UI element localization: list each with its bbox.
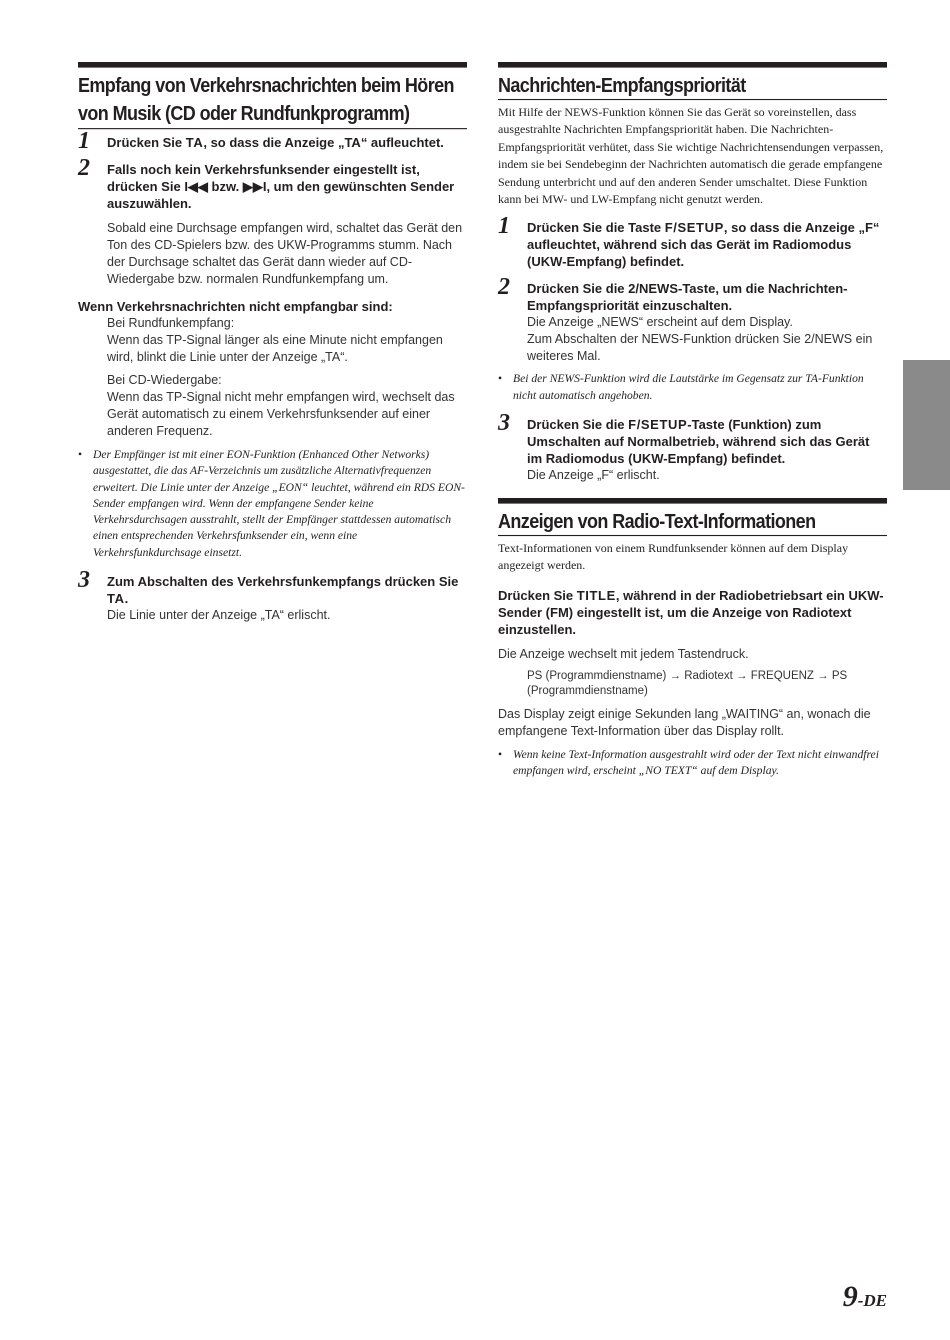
step-text: Drücken Sie die 2/NEWS-Taste, um die Nachrichten-Empfangspriorität einzuschalten. [527,281,848,314]
note-news-volume: • Bei der NEWS-Funktion wird die Lautstärke im Gegensatz zur TA-Funktion nicht automatisch angehoben. [498,372,864,402]
bullet-icon: • [498,372,503,386]
section-title-radiotext: Anzeigen von Radio-Text-Informationen [498,498,887,536]
step-description: Zum Abschalten der NEWS-Funktion drücken Sie 2/NEWS ein weiteres Mal. [527,332,873,364]
radiotext-instruction: Drücken Sie TITLE, während in der Radiobetriebsart ein UKW-Sender (FM) eingestellt ist, um die Anzeige von Radiotext einzustellen. [498,587,884,637]
step-number: 1 [78,128,90,154]
title-key-label: TITLE [576,587,616,603]
bullet-icon: • [78,448,83,461]
news-intro: Mit Hilfe der NEWS-Funktion können Sie das Gerät so voreinstellen, dass ausgestrahlte Nachrichten Empfangspriorität haben. Die Nachrichten-Empfangspriorität verhütet, dass Sie wichtige Nachrichtensendungen verpassen, indem sie bei Sendebeginn der Nachrichten automatisch die gerade empfangene Sendung unterbricht und auf den anderen Sender umschaltet. Diese Funktion kann bei MW- und LW-Empfang nicht genutzt werden. [498,105,884,207]
step-text: Drücken Sie die F/SETUP-Taste (Funktion) zum Umschalten auf Normalbetrieb, während sich das Gerät im Radiomodus (UKW-Empfang) befindet. [527,417,870,467]
fsetup-key-label: F/SETUP [628,417,688,433]
ta-key-label: TA [107,591,125,607]
step-number: 2 [78,155,90,181]
step-description: Sobald eine Durchsage empfangen wird, schaltet das Gerät den Ton des CD-Spielers bzw. des UKW-Programms stumm. Nach der Durchsage schaltet das Gerät dann wieder auf CD-Wiedergabe bzw. normalen Rundfunkempfang um. [107,221,463,286]
news-step-3 [498,410,887,484]
radio-case-text: Wenn das TP-Signal länger als eine Minute nicht empfangen wird, blinkt die Linie unter der Anzeige „TA“. [107,333,443,364]
right-column [498,62,887,779]
bullet-icon: • [498,747,503,761]
cd-case-text: Wenn das TP-Signal nicht mehr empfangen wird, wechselt das Gerät automatisch zu einem Verkehrsfunksender auf einer anderen Frequenz. [107,390,455,438]
section-title-news: Nachrichten-Empfangspriorität [498,62,887,100]
chapter-tab [903,360,950,490]
step-2 [78,155,467,288]
news-step-2 [498,274,887,365]
news-key-label: 2/NEWS [804,332,853,347]
prev-track-icon: I◀◀ [184,179,208,194]
next-track-icon: ▶▶I [242,179,267,194]
step-description: Die Anzeige „NEWS“ erscheint auf dem Display. [527,315,793,330]
display-cycle: PS (Programmdienstname) → Radiotext → FREQUENZ → PS (Programmdienstname) [527,669,848,697]
note-eon: • Der Empfänger ist mit einer EON-Funktion (Enhanced Other Networks) ausgestattet, die das AF-Verzeichnis um zusätzliche Alternativfrequenzen erweitert. Die Linie unter der Anzeige „EON“ leuchtet, während ein RDS EON-Sender empfangen wird. Wenn der empfangene Sender keine Verkehrsdurchsagen ausstrahlt, stellt der Empfänger stattdessen automatisch einen entsprechenden Verkehrsfunksender ein, wenn eine Verkehrsfunkdurchsage einsetzt. [78,448,465,559]
step-number: 3 [498,410,510,437]
step-1 [78,128,467,154]
section-title-traffic: Empfang von Verkehrsnachrichten beim Hören von Musik (CD oder Rundfunkprogramm) [78,62,467,129]
step-number: 1 [498,213,510,240]
page-number: 9-DE [842,1280,887,1313]
step-text: Drücken Sie die Taste F/SETUP, so dass die Anzeige „F“ aufleuchtet, während sich das Gerät im Radiomodus (UKW-Empfang) befindet. [527,220,880,270]
left-column [78,62,467,624]
step-text: Drücken Sie TA, so dass die Anzeige „TA“ aufleuchtet. [107,135,444,150]
waiting-text: Das Display zeigt einige Sekunden lang „WAITING“ an, wonach die empfangene Text-Information über das Display rollt. [498,706,871,738]
radiotext-intro: Text-Informationen von einem Rundfunksender können auf dem Display angezeigt werden. [498,541,849,573]
news-step-1 [498,213,887,270]
ta-key-label: TA [185,135,204,150]
step-description: Die Anzeige „F“ erlischt. [527,468,660,483]
radio-case-label: Bei Rundfunkempfang: [107,316,235,330]
step-number: 3 [78,567,90,594]
step-text: Zum Abschalten des Verkehrsfunkempfangs drücken Sie TA. [107,574,459,607]
subheading-unavailable: Wenn Verkehrsnachrichten nicht empfangbar sind: [78,299,393,314]
step-number: 2 [498,274,510,301]
note-no-text: • Wenn keine Text-Information ausgestrahlt wird oder der Text nicht einwandfrei empfangen wird, erscheint „NO TEXT“ auf dem Display. [498,747,879,778]
step-description: Die Linie unter der Anzeige „TA“ erlischt. [107,608,331,623]
fsetup-key-label: F/SETUP [664,220,724,236]
cd-case-label: Bei CD-Wiedergabe: [107,373,222,387]
cycle-intro: Die Anzeige wechselt mit jedem Tastendruck. [498,646,749,661]
step-3 [78,567,467,624]
step-text: Falls noch kein Verkehrsfunksender eingestellt ist, drücken Sie I◀◀ bzw. ▶▶I, um den gewünschten Sender auszuwählen. [107,162,455,211]
